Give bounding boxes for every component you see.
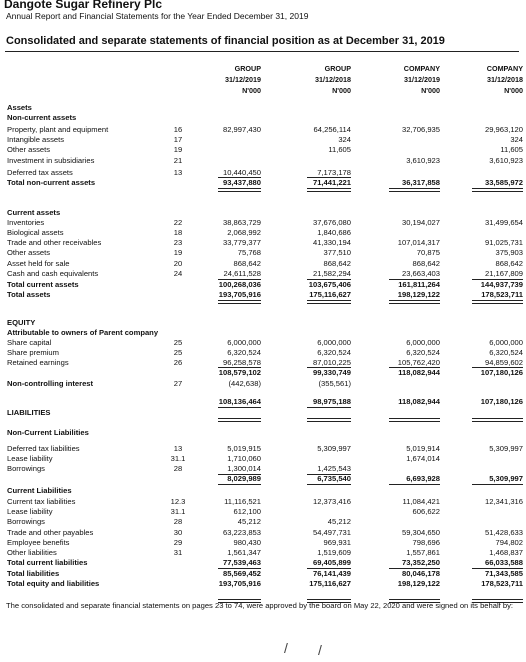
cell-g18: 11,605 xyxy=(328,145,351,154)
underline xyxy=(307,367,351,368)
row-label: Lease liability xyxy=(7,507,53,516)
cell-c19: 32,706,935 xyxy=(401,125,440,134)
underline xyxy=(472,279,523,280)
cell-g19: 2,068,992 xyxy=(227,228,261,237)
cell-c19: 606,622 xyxy=(412,507,440,516)
cell-g19: 6,000,000 xyxy=(227,338,261,347)
cell-g18: 377,510 xyxy=(323,248,351,257)
underline xyxy=(389,568,440,569)
row-label: Attributable to owners of Parent company xyxy=(7,328,159,337)
note-ref: 28 xyxy=(173,464,183,473)
cell-c19: 105,762,420 xyxy=(397,358,440,367)
table-row xyxy=(0,397,526,407)
underline xyxy=(389,484,440,485)
cell-g19: 193,705,916 xyxy=(218,579,261,588)
cell-c19: 23,663,403 xyxy=(401,269,440,278)
cell-g18: 175,116,627 xyxy=(309,579,351,588)
double-underline xyxy=(389,418,440,422)
cell-g18: 103,675,406 xyxy=(308,280,351,289)
cell-c19: 80,046,178 xyxy=(401,569,440,578)
table-row xyxy=(0,248,526,258)
underline xyxy=(472,484,523,485)
row-label: Trade and other payables xyxy=(7,528,94,537)
cell-c19: 1,557,861 xyxy=(406,548,440,557)
cell-g19: 96,258,578 xyxy=(222,358,261,367)
cell-g19: 6,320,524 xyxy=(227,348,261,357)
table-row xyxy=(0,517,526,527)
row-label: Deferred tax assets xyxy=(7,168,73,177)
underline xyxy=(218,279,261,280)
cell-g19: 11,116,521 xyxy=(224,497,261,506)
cell-c18: 794,802 xyxy=(495,538,523,547)
cell-c18: 71,343,585 xyxy=(484,569,523,578)
cell-c19: 107,014,317 xyxy=(397,238,440,247)
underline xyxy=(307,484,351,485)
table-row xyxy=(0,569,526,579)
cell-g18: 1,519,609 xyxy=(317,548,351,557)
cell-c19: 198,129,122 xyxy=(397,290,440,299)
cell-g18: 1,425,543 xyxy=(317,464,351,473)
cell-g18: 5,309,997 xyxy=(317,444,351,453)
cell-c18: 51,428,633 xyxy=(484,528,523,537)
note-ref: 17 xyxy=(173,135,183,144)
table-row xyxy=(0,135,526,145)
cell-g19: 100,268,036 xyxy=(218,280,261,289)
row-label: Deferred tax liabilities xyxy=(7,444,80,453)
note-ref: 16 xyxy=(173,125,183,134)
row-label: Total current liabilities xyxy=(7,558,88,567)
cell-g19: 5,019,915 xyxy=(227,444,261,453)
row-label: Assets xyxy=(7,103,32,112)
table-row xyxy=(0,228,526,238)
double-underline xyxy=(389,188,440,192)
cell-g19: 108,136,464 xyxy=(218,397,261,406)
cell-g19: 193,705,916 xyxy=(218,290,261,299)
double-underline xyxy=(472,188,523,192)
cell-c19: 3,610,923 xyxy=(406,156,440,165)
cell-c18: 107,180,126 xyxy=(480,397,523,406)
note-ref: 21 xyxy=(173,156,183,165)
table-row xyxy=(0,358,526,368)
column-header-company-2019 xyxy=(378,63,440,96)
column-header-group-2018 xyxy=(289,63,351,96)
underline xyxy=(307,177,351,178)
note-ref: 25 xyxy=(173,348,183,357)
cell-c18: 6,320,524 xyxy=(489,348,523,357)
cell-g18: 41,330,194 xyxy=(312,238,351,247)
table-row xyxy=(0,338,526,348)
cell-c18: 5,309,997 xyxy=(489,444,523,453)
cell-g19: 612,100 xyxy=(233,507,261,516)
row-label: Total non-current assets xyxy=(7,178,96,187)
cell-c19: 70,875 xyxy=(416,248,440,257)
table-row xyxy=(0,145,526,155)
row-label: Total liabilities xyxy=(7,569,60,578)
cell-g18: 69,405,899 xyxy=(312,558,351,567)
note-ref: 19 xyxy=(173,248,183,257)
cell-g18: 7,173,178 xyxy=(317,168,351,177)
report-subtitle: Annual Report and Financial Statements for the Year Ended December 31, 2019 xyxy=(6,11,309,21)
double-underline xyxy=(389,300,440,304)
cell-g18: 87,010,225 xyxy=(312,358,351,367)
cell-g18: 37,676,080 xyxy=(312,218,351,227)
cell-c18: 11,605 xyxy=(500,145,523,154)
cell-g18: 99,330,749 xyxy=(312,368,351,377)
cell-g19: 85,569,452 xyxy=(222,569,261,578)
column-header-entity: GROUP xyxy=(324,64,351,73)
table-row xyxy=(0,507,526,517)
table-row xyxy=(0,269,526,279)
table-row xyxy=(0,208,526,218)
table-row xyxy=(0,156,526,166)
cell-g18: 21,582,294 xyxy=(312,269,351,278)
underline xyxy=(307,568,351,569)
cell-g19: 8,029,989 xyxy=(227,474,261,483)
cell-c19: 198,129,122 xyxy=(397,579,440,588)
signature-mark: / xyxy=(284,640,288,656)
cell-c19: 868,642 xyxy=(412,259,440,268)
cell-c18: 1,468,837 xyxy=(489,548,523,557)
cell-c18: 868,642 xyxy=(495,259,523,268)
table-row xyxy=(0,238,526,248)
column-header-unit: N'000 xyxy=(504,86,523,95)
underline xyxy=(389,279,440,280)
note-ref: 20 xyxy=(173,259,183,268)
underline xyxy=(218,568,261,569)
cell-g18: 12,373,416 xyxy=(312,497,351,506)
row-label: Total assets xyxy=(7,290,51,299)
underline xyxy=(389,367,440,368)
table-row xyxy=(0,368,526,378)
note-ref: 18 xyxy=(173,228,183,237)
column-header-entity: COMPANY xyxy=(403,64,440,73)
note-ref: 12.3 xyxy=(170,497,186,506)
underline xyxy=(472,568,523,569)
table-row xyxy=(0,548,526,558)
table-row xyxy=(0,444,526,454)
table-row xyxy=(0,579,526,589)
column-header-unit: N'000 xyxy=(421,86,440,95)
note-ref: 24 xyxy=(173,269,183,278)
table-row xyxy=(0,486,526,496)
underline xyxy=(307,279,351,280)
row-label: Current Liabilities xyxy=(7,486,72,495)
cell-c19: 11,084,421 xyxy=(402,497,440,506)
cell-g18: 71,441,221 xyxy=(312,178,351,187)
row-label: Other assets xyxy=(7,145,51,154)
cell-g19: 63,223,853 xyxy=(222,528,261,537)
cell-g18: 1,840,686 xyxy=(317,228,351,237)
cell-g19: 24,611,528 xyxy=(223,269,261,278)
double-underline xyxy=(218,418,261,422)
approval-note: The consolidated and separate financial statements on pages 23 to 74, were approved by the board on May 22, 2020 and were signed on its behalf by: xyxy=(6,601,514,610)
note-ref: 28 xyxy=(173,517,183,526)
note-ref: 26 xyxy=(173,358,183,367)
row-label: Total equity and liabilities xyxy=(7,579,100,588)
cell-c18: 31,499,654 xyxy=(484,218,523,227)
cell-g18: 45,212 xyxy=(327,517,351,526)
note-ref: 13 xyxy=(173,444,183,453)
column-header-unit: N'000 xyxy=(242,86,261,95)
row-label: Non-current assets xyxy=(7,113,77,122)
double-underline xyxy=(472,418,523,422)
cell-c18: 91,025,731 xyxy=(484,238,523,247)
cell-c19: 118,082,944 xyxy=(398,368,440,377)
cell-c19: 1,674,014 xyxy=(406,454,440,463)
column-header-date: 31/12/2019 xyxy=(225,75,261,84)
cell-g18: 98,975,188 xyxy=(312,397,351,406)
column-header-company-2018 xyxy=(461,63,523,96)
column-header-unit: N'000 xyxy=(332,86,351,95)
row-label: Property, plant and equipment xyxy=(7,125,109,134)
cell-c18: 375,903 xyxy=(495,248,523,257)
cell-c19: 798,696 xyxy=(412,538,440,547)
cell-g18: 76,141,439 xyxy=(312,569,351,578)
table-row xyxy=(0,290,526,300)
table-row xyxy=(0,558,526,568)
table-row xyxy=(0,497,526,507)
cell-c18: 29,963,120 xyxy=(484,125,523,134)
statement-title: Consolidated and separate statements of financial position as at December 31, 2019 xyxy=(6,35,445,47)
cell-g18: 6,000,000 xyxy=(317,338,351,347)
cell-g18: 868,642 xyxy=(323,259,351,268)
double-underline xyxy=(307,418,351,422)
row-label: Non-controlling interest xyxy=(7,379,94,388)
cell-c18: 94,859,602 xyxy=(484,358,523,367)
row-label: EQUITY xyxy=(7,318,36,327)
row-label: Intangible assets xyxy=(7,135,64,144)
cell-c19: 6,000,000 xyxy=(406,338,440,347)
column-header-date: 31/12/2019 xyxy=(404,75,440,84)
table-row xyxy=(0,538,526,548)
company-name: Dangote Sugar Refinery Plc xyxy=(4,0,163,11)
note-ref: 13 xyxy=(173,168,183,177)
cell-g19: 108,579,102 xyxy=(218,368,261,377)
table-row xyxy=(0,168,526,178)
cell-c18: 66,033,588 xyxy=(484,558,523,567)
row-label: Other liabilities xyxy=(7,548,57,557)
column-header-date: 31/12/2018 xyxy=(315,75,351,84)
table-row xyxy=(0,464,526,474)
cell-c19: 161,811,264 xyxy=(398,280,440,289)
table-row xyxy=(0,408,526,418)
row-label: Investment in subsidiaries xyxy=(7,156,95,165)
row-label: Borrowings xyxy=(7,517,45,526)
cell-g19: 93,437,880 xyxy=(222,178,261,187)
note-ref: 25 xyxy=(173,338,183,347)
row-label: Current assets xyxy=(7,208,61,217)
title-underline xyxy=(5,51,519,52)
cell-g18: 54,497,731 xyxy=(312,528,351,537)
table-row xyxy=(0,428,526,438)
table-row xyxy=(0,218,526,228)
row-label: Asset held for sale xyxy=(7,259,70,268)
cell-c18: 107,180,126 xyxy=(480,368,523,377)
cell-g19: 77,539,463 xyxy=(222,558,261,567)
note-ref: 31.1 xyxy=(170,507,186,516)
cell-c19: 73,352,250 xyxy=(401,558,440,567)
cell-g18: 969,931 xyxy=(323,538,351,547)
row-label: Cash and cash equivalents xyxy=(7,269,99,278)
double-underline xyxy=(218,188,261,192)
cell-c18: 5,309,997 xyxy=(489,474,523,483)
underline xyxy=(218,177,261,178)
cell-g18: 6,735,540 xyxy=(317,474,351,483)
cell-g19: 75,768 xyxy=(237,248,261,257)
underline xyxy=(218,484,261,485)
row-label: Employee benefits xyxy=(7,538,70,547)
table-row xyxy=(0,125,526,135)
double-underline xyxy=(307,300,351,304)
row-label: Trade and other receivables xyxy=(7,238,102,247)
column-header-entity: COMPANY xyxy=(486,64,523,73)
row-label: Retained earnings xyxy=(7,358,69,367)
note-ref: 29 xyxy=(173,538,183,547)
cell-c18: 178,523,711 xyxy=(481,290,523,299)
row-label: Biological assets xyxy=(7,228,64,237)
column-header-date: 31/12/2018 xyxy=(487,75,523,84)
cell-c19: 36,317,858 xyxy=(401,178,440,187)
table-row xyxy=(0,328,526,338)
cell-g19: 868,642 xyxy=(233,259,261,268)
table-row xyxy=(0,280,526,290)
cell-c18: 6,000,000 xyxy=(489,338,523,347)
row-label: Non-Current Liabilities xyxy=(7,428,89,437)
cell-c19: 59,304,650 xyxy=(401,528,440,537)
cell-g18: 64,256,114 xyxy=(313,125,351,134)
note-ref: 22 xyxy=(173,218,183,227)
note-ref: 19 xyxy=(173,145,183,154)
cell-c18: 21,167,809 xyxy=(484,269,523,278)
table-row xyxy=(0,348,526,358)
cell-c18: 324 xyxy=(510,135,523,144)
cell-g19: 38,863,729 xyxy=(222,218,261,227)
column-header-group-2019 xyxy=(199,63,261,96)
row-label: Share premium xyxy=(7,348,59,357)
note-ref: 31 xyxy=(173,548,183,557)
note-ref: 30 xyxy=(173,528,183,537)
underline xyxy=(218,367,261,368)
cell-g19: 33,779,377 xyxy=(222,238,261,247)
cell-g18: 324 xyxy=(338,135,351,144)
cell-g18: (355,561) xyxy=(318,379,351,388)
table-row xyxy=(0,474,526,484)
cell-g18: 6,320,524 xyxy=(317,348,351,357)
underline xyxy=(472,367,523,368)
row-label: Inventories xyxy=(7,218,45,227)
double-underline xyxy=(218,300,261,304)
table-row xyxy=(0,259,526,269)
row-label: Share capital xyxy=(7,338,52,347)
cell-c19: 118,082,944 xyxy=(398,397,440,406)
underline xyxy=(218,407,261,408)
cell-c18: 12,341,316 xyxy=(484,497,523,506)
cell-g19: 82,997,430 xyxy=(222,125,261,134)
table-row xyxy=(0,318,526,328)
double-underline xyxy=(307,188,351,192)
column-header-entity: GROUP xyxy=(234,64,261,73)
cell-g19: 10,440,450 xyxy=(222,168,261,177)
cell-c18: 144,937,739 xyxy=(480,280,523,289)
row-label: Current tax liabilities xyxy=(7,497,76,506)
double-underline xyxy=(472,300,523,304)
cell-g19: (442,638) xyxy=(228,379,261,388)
cell-g19: 1,300,014 xyxy=(227,464,261,473)
note-ref: 23 xyxy=(173,238,183,247)
underline xyxy=(307,407,351,408)
underline xyxy=(218,474,261,475)
cell-g19: 1,561,347 xyxy=(227,548,261,557)
cell-g19: 980,430 xyxy=(233,538,261,547)
cell-c19: 6,320,524 xyxy=(406,348,440,357)
table-row xyxy=(0,178,526,188)
note-ref: 31.1 xyxy=(170,454,186,463)
signature-mark: / xyxy=(318,642,322,658)
table-row xyxy=(0,528,526,538)
table-row xyxy=(0,454,526,464)
cell-g19: 1,710,060 xyxy=(227,454,261,463)
row-label: Borrowings xyxy=(7,464,45,473)
cell-c18: 3,610,923 xyxy=(489,156,523,165)
cell-c19: 30,194,027 xyxy=(401,218,440,227)
cell-c19: 6,693,928 xyxy=(406,474,440,483)
cell-c18: 178,523,711 xyxy=(481,579,523,588)
row-label: LIABILITIES xyxy=(7,408,51,417)
note-ref: 27 xyxy=(173,379,183,388)
row-label: Lease liability xyxy=(7,454,53,463)
cell-g18: 175,116,627 xyxy=(309,290,351,299)
table-row xyxy=(0,103,526,113)
underline xyxy=(307,474,351,475)
cell-g19: 45,212 xyxy=(237,517,261,526)
cell-c18: 33,585,972 xyxy=(484,178,523,187)
cell-c19: 5,019,914 xyxy=(406,444,440,453)
table-row xyxy=(0,113,526,123)
table-row xyxy=(0,379,526,389)
row-label: Total current assets xyxy=(7,280,79,289)
row-label: Other assets xyxy=(7,248,51,257)
